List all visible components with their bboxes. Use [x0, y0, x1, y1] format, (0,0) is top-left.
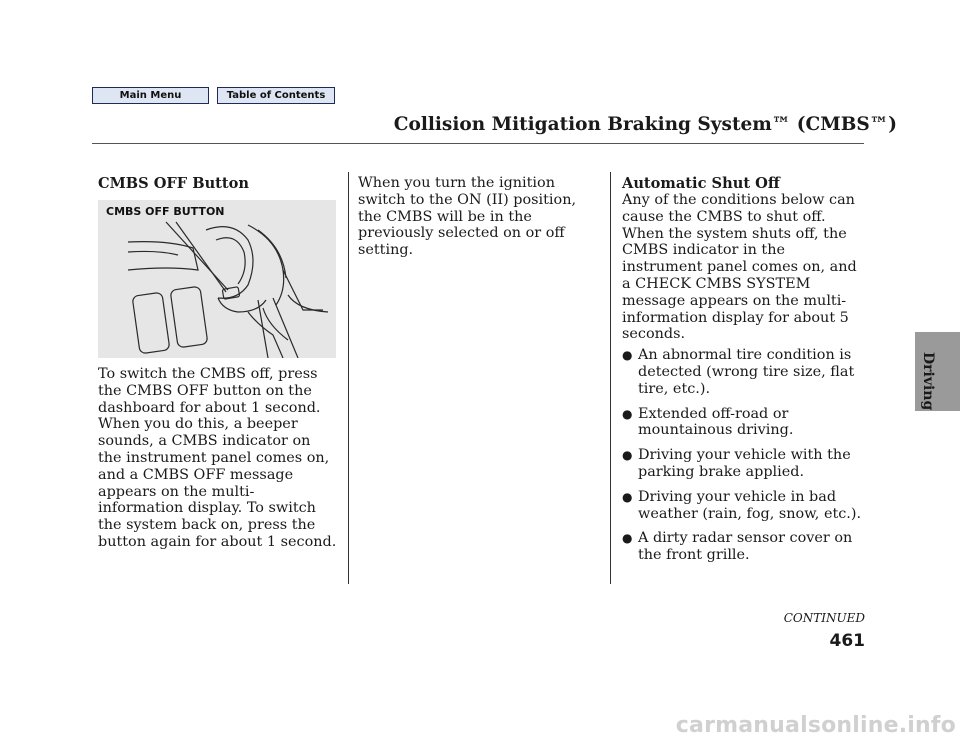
list-item-text: An abnormal tire condition is detected (wrong tire size, flat tire, etc.).: [638, 347, 855, 397]
column-left: [98, 175, 338, 551]
figure-label: CMBS OFF BUTTON: [106, 205, 225, 218]
list-item: [622, 530, 867, 564]
bullet-icon: ●: [622, 406, 633, 421]
dashboard-illustration: [98, 200, 336, 358]
bullet-icon: ●: [622, 531, 633, 546]
header-divider: [92, 143, 864, 144]
list-item-text: A dirty radar sensor cover on the front grille.: [638, 530, 853, 564]
column-right: [622, 175, 867, 572]
list-item: [622, 489, 867, 523]
list-item-text: Extended off-road or mountainous driving.: [638, 405, 794, 439]
table-of-contents-button[interactable]: Table of Contents: [217, 87, 335, 104]
section-heading-automatic-shut-off: Automatic Shut Off: [622, 175, 780, 192]
column-divider-2: [610, 172, 611, 584]
bullet-icon: ●: [622, 489, 633, 504]
paragraph-ignition: When you turn the ignition switch to the ON (II) position, the CMBS will be in the previously selected on or off setting.: [358, 175, 577, 259]
watermark: carmanualsonline.info: [675, 713, 956, 738]
list-item-text: Driving your vehicle in bad weather (rain, fog, snow, etc.).: [638, 488, 862, 522]
list-item: [622, 447, 867, 481]
main-menu-button[interactable]: Main Menu: [92, 87, 209, 104]
continued-label: CONTINUED: [783, 611, 865, 625]
list-item-text: Driving your vehicle with the parking brake applied.: [638, 447, 851, 480]
column-divider-1: [348, 172, 349, 584]
page-number: 461: [829, 631, 865, 651]
bullet-icon: ●: [622, 448, 633, 463]
column-middle: [358, 175, 598, 259]
dashboard-drawing: [98, 200, 336, 358]
page-title: Collision Mitigation Braking System™ (CMBS™): [393, 114, 897, 135]
bullet-icon: ●: [622, 348, 633, 363]
list-item: [622, 347, 867, 397]
paragraph-switch-off: To switch the CMBS off, press the CMBS OFF button on the dashboard for about 1 second. When you do this, a beeper sounds, a CMBS indicator on the instrument panel comes on, and a CMBS OFF message appears on the multi-information display. To switch the system back on, press the button again for about 1 second.: [98, 366, 337, 550]
section-heading-cmbs-off-button: CMBS OFF Button: [98, 175, 250, 192]
paragraph-shut-off-intro: Any of the conditions below can cause the CMBS to shut off. When the system shuts off, the CMBS indicator in the instrument panel comes on, and a CHECK CMBS SYSTEM message appears on the multi-information display for about 5 seconds.: [622, 192, 857, 343]
list-item: [622, 406, 867, 440]
side-tab-label: Driving: [920, 352, 936, 411]
